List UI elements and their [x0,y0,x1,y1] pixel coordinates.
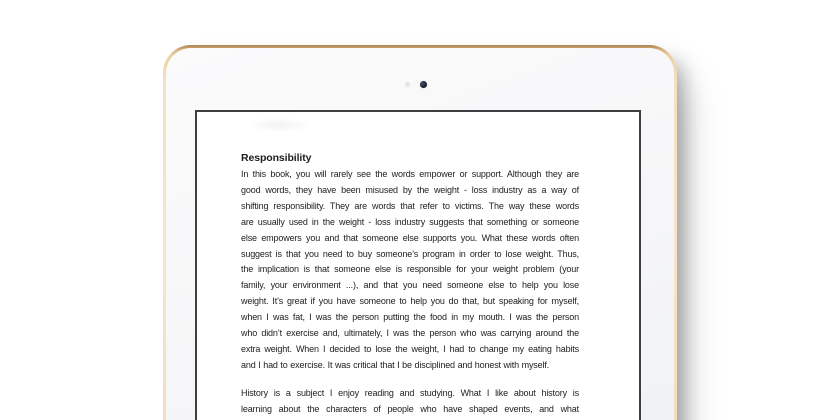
tablet-screen [195,110,641,420]
paragraph-history [241,386,579,418]
tablet-bezel [166,48,674,420]
text-line: and I had to exercise. It was critical that I be disciplined and honest with myself. [241,359,550,370]
text-line: extra weight. When I decided to lose the weight, I had to change my eating habits [241,343,579,354]
ambient-light-sensor-icon [405,82,410,87]
section-title: Responsibility [241,152,312,164]
ebook-page [241,150,579,418]
text-line: suggest is that you need to buy someone’s program in order to lose weight. Thus, [241,248,579,259]
text-line: when I was fat, I was the person putting the food in my mouth. I was the person [241,312,579,323]
text-line: weight. It’s great if you have someone to help you do that, but speaking for myself, [241,296,579,307]
paragraph-responsibility [241,167,579,374]
text-line: good words, they have been misused by the weight - loss industry as a way of [241,184,579,195]
text-line: learning about the characters of people who have shaped events, and what [241,403,579,414]
text-line: History is a subject I enjoy reading and studying. What I like about history is [241,387,579,398]
text-line: In this book, you will rarely see the words empower or support. Although they are [241,169,579,179]
tablet-device [163,45,677,420]
text-line: are usually used in the weight - loss industry suggests that something or someone [241,216,579,227]
front-camera-icon [420,81,427,88]
text-line: the implication is that someone else is responsible for your weight problem (your [241,264,579,275]
text-line: who didn’t exercise and, ultimately, I was the person who was carrying around the [241,328,579,339]
text-line: else empowers you and that someone else supports you. What these words often [241,232,579,243]
screen-reflection [247,118,311,132]
text-line: shifting responsibility. They are words that refer to victims. The way these words [241,200,579,211]
text-line: family, your environment ...), and that you need someone else to help you lose [241,280,579,291]
